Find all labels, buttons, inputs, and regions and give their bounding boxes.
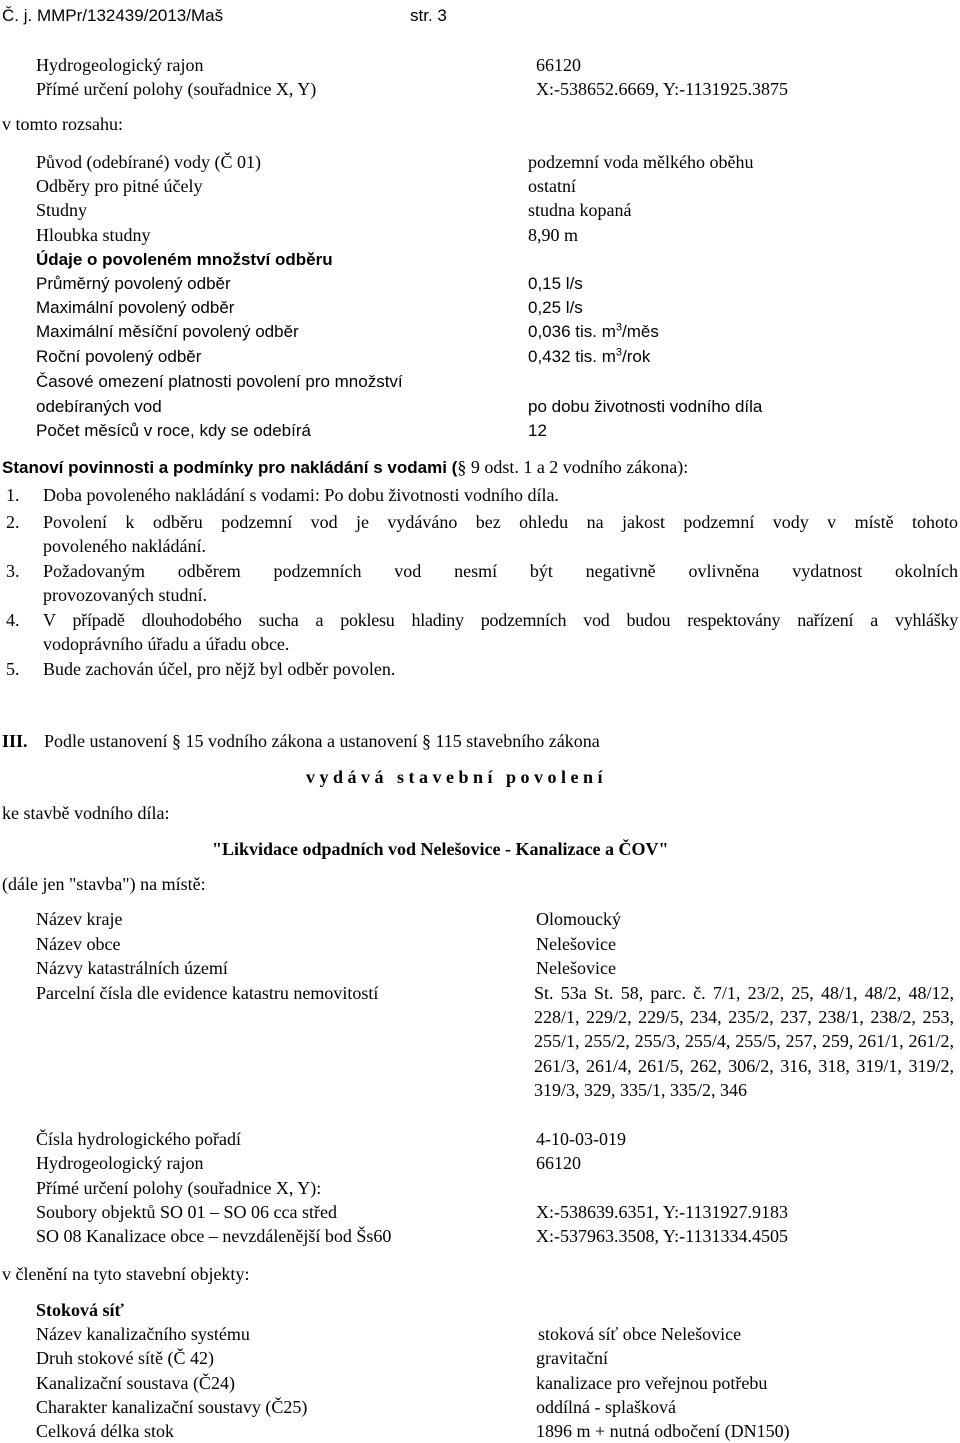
pocet-label: Počet měsíců v roce, kdy se odebírá	[36, 421, 311, 440]
dale-text: (dále jen "stavba") na místě:	[2, 874, 206, 894]
condition-item	[0, 657, 960, 681]
prumerny-label: Průměrný povolený odběr	[36, 274, 231, 293]
rajon-value: 66120	[536, 55, 581, 75]
delka-value: 1896 m + nutná odbočení (DN150)	[536, 1421, 790, 1441]
parcely-value: St. 53a St. 58, parc. č. 7/1, 23/2, 25, 48/1, 48/2, 48/12, 228/1, 229/2, 229/5, 234, 235/2, 237, 238/1, 238/2, 253, 255/1, 255/2, 255/3, 255/4, 255/5, 257, 259, 261/1, 261/2, 261/3, 261/4, 261/5, 262, 306/2, 316, 318, 319/1, 319/2, 319/3, 329, 335/1, 335/2, 346	[534, 983, 954, 1100]
cleneni-text: v členění na tyto stavební objekty:	[2, 1264, 250, 1284]
misto-row	[0, 907, 960, 931]
condition-text: Požadovaným odběrem podzemních vod nesmí být negativně ovlivněna vydatnost okolních	[43, 561, 958, 581]
rocni-unit: /rok	[622, 347, 651, 366]
katastr-value: Nelešovice	[536, 958, 616, 978]
condition-text-cont: vodoprávního úřadu a úřadu obce.	[43, 634, 290, 654]
stokova-row	[0, 1322, 960, 1346]
condition-number: 4.	[6, 610, 20, 630]
rocni-label: Roční povolený odběr	[36, 347, 202, 366]
condition-item	[0, 483, 960, 507]
rocni-value	[528, 345, 650, 369]
superscript: 3	[615, 321, 622, 334]
misto-row	[0, 1151, 960, 1175]
condition-item	[0, 559, 960, 607]
kanal-nazev-value: stoková síť obce Nelešovice	[538, 1324, 742, 1344]
param-row	[0, 198, 960, 222]
stokova-row	[0, 1371, 960, 1395]
param-value: studna kopaná	[528, 200, 632, 220]
section-sign: §	[172, 731, 181, 751]
odber-row	[0, 296, 960, 320]
hydro-value: 4-10-03-019	[536, 1129, 626, 1149]
vydava-heading: v y d á v á s t a v e b n í p o v o l e n í	[306, 767, 603, 787]
cleneni-line	[0, 1262, 960, 1286]
section-iii-text	[44, 729, 600, 753]
stokova-row	[0, 1395, 960, 1419]
poloha-value: X:-538652.6669, Y:-1131925.3875	[536, 79, 788, 99]
pocet-value: 12	[528, 421, 547, 440]
stavba-name: "Likvidace odpadních vod Nelešovice - Kanalizace a ČOV"	[212, 839, 669, 859]
poloha-row	[0, 77, 960, 101]
misto-row	[0, 1224, 960, 1248]
prumerny-value: 0,15 l/s	[528, 274, 583, 293]
stanovi-rest: 9 odst. 1 a 2 vodního zákona):	[466, 457, 689, 477]
condition-text: Doba povoleného nakládání s vodami: Po dobu životnosti vodního díla.	[43, 485, 559, 505]
section-iii-text-c: 115 stavebního zákona	[430, 731, 600, 751]
stokova-row	[0, 1346, 960, 1370]
rajon-label: Hydrogeologický rajon	[36, 55, 204, 75]
kanal-nazev-label: Název kanalizačního systému	[36, 1324, 250, 1344]
stavba-name-line	[0, 837, 960, 861]
odber-row	[0, 419, 960, 443]
misto-row	[0, 1176, 960, 1200]
section-sign: §	[457, 457, 467, 477]
param-label: Hloubka studny	[36, 225, 151, 245]
poloha-label: Přímé určení polohy (souřadnice X, Y)	[36, 79, 317, 99]
misto-row	[0, 956, 960, 980]
condition-text: Bude zachován účel, pro nějž byl odběr povolen.	[43, 659, 396, 679]
section-sign: §	[421, 731, 431, 751]
hydro-label: Čísla hydrologického pořadí	[36, 1129, 241, 1149]
stanovi-text	[2, 455, 688, 480]
so08-label: SO 08 Kanalizace obce – nevzdálenější bod Šs60	[36, 1226, 392, 1246]
stokova-row	[0, 1419, 960, 1443]
condition-text-cont: povoleného nakládání.	[43, 536, 206, 556]
misto-row	[0, 1200, 960, 1224]
kraj-value: Olomoucký	[536, 909, 621, 929]
odber-row	[0, 370, 960, 394]
maximalni-value: 0,25 l/s	[528, 298, 583, 317]
stanovi-line	[0, 455, 960, 479]
param-label: Studny	[36, 200, 88, 220]
druh-label: Druh stokové sítě (Č 42)	[36, 1348, 214, 1368]
condition-item	[0, 608, 960, 656]
page-number: str. 3	[410, 6, 447, 25]
parcely-label: Parcelní čísla dle evidence katastru nemovitostí	[36, 983, 379, 1003]
mesicni-label: Maximální měsíční povolený odběr	[36, 322, 299, 341]
so08-value: X:-537963.3508, Y:-1131334.4505	[536, 1226, 788, 1246]
charakter-value: oddílná - splašková	[536, 1397, 676, 1417]
casove-value: po dobu životnosti vodního díla	[528, 397, 763, 416]
stokova-heading: Stoková síť	[36, 1300, 124, 1320]
soustava-value: kanalizace pro veřejnou potřebu	[536, 1373, 768, 1393]
kraj-label: Název kraje	[36, 909, 123, 929]
param-value: 8,90 m	[528, 225, 579, 245]
stanovi-bold: Stanoví povinnosti a podmínky pro nakládání s vodami (	[2, 458, 458, 477]
condition-text: Povolení k odběru podzemní vod je vydáváno bez ohledu na jakost podzemní vody v místě tohoto	[43, 512, 958, 532]
misto-row	[0, 932, 960, 956]
odber-row	[0, 345, 960, 369]
soustava-label: Kanalizační soustava (Č24)	[36, 1373, 235, 1393]
dale-line	[0, 872, 960, 896]
ke-stavbe-text: ke stavbě vodního díla:	[2, 803, 170, 823]
obec-label: Název obce	[36, 934, 121, 954]
condition-number: 3.	[6, 561, 20, 581]
so-label: Soubory objektů SO 01 – SO 06 cca střed	[36, 1202, 337, 1222]
rocni-number: 0,432 tis. m	[528, 347, 616, 366]
condition-text: V případě dlouhodobého sucha a poklesu hladiny podzemních vod budou respektovány nařízení a vyhlášky	[43, 610, 958, 630]
mesicni-number: 0,036 tis. m	[528, 322, 616, 341]
param-row	[0, 150, 960, 174]
obec-value: Nelešovice	[536, 934, 616, 954]
section-iii-number: III.	[2, 731, 28, 751]
section-iii-text-b: 15 vodního zákona a ustanovení	[181, 731, 422, 751]
condition-number: 2.	[6, 512, 20, 532]
misto-row	[0, 1127, 960, 1151]
param-row	[0, 223, 960, 247]
charakter-label: Charakter kanalizační soustavy (Č25)	[36, 1397, 308, 1417]
rajon-row	[0, 53, 960, 77]
page-header	[0, 4, 960, 28]
param-label: Původ (odebírané) vody (Č 01)	[36, 152, 261, 172]
section-iii-line	[0, 729, 960, 753]
superscript: 3	[615, 346, 622, 359]
param-value: podzemní voda mělkého oběhu	[528, 152, 754, 172]
ke-stavbe-line	[0, 801, 960, 825]
condition-text-cont: provozovaných studní.	[43, 585, 207, 605]
param-label: Odběry pro pitné účely	[36, 176, 203, 196]
rozsah-line	[0, 112, 960, 136]
param-row	[0, 174, 960, 198]
odber-row	[0, 320, 960, 344]
mesicni-unit: /měs	[622, 322, 659, 341]
vydava-line	[0, 765, 960, 789]
casove-label-cont: odebíraných vod	[36, 397, 162, 416]
reference-number: Č. j. MMPr/132439/2013/Maš	[2, 6, 224, 25]
odber-row	[0, 272, 960, 296]
odber-heading-row	[0, 248, 960, 272]
druh-value: gravitační	[536, 1348, 608, 1368]
rozsah-text: v tomto rozsahu:	[2, 114, 123, 134]
delka-label: Celková délka stok	[36, 1421, 174, 1441]
rajon2-label: Hydrogeologický rajon	[36, 1153, 204, 1173]
condition-number: 5.	[6, 659, 20, 679]
odber-heading: Údaje o povoleném množství odběru	[36, 250, 333, 269]
poloha2-label: Přímé určení polohy (souřadnice X, Y):	[36, 1178, 322, 1198]
condition-item	[0, 510, 960, 558]
odber-row	[0, 395, 960, 419]
section-iii-text-a: Podle ustanovení	[44, 731, 172, 751]
so-value: X:-538639.6351, Y:-1131927.9183	[536, 1202, 788, 1222]
param-value: ostatní	[528, 176, 576, 196]
maximalni-label: Maximální povolený odběr	[36, 298, 235, 317]
condition-number: 1.	[6, 485, 20, 505]
rajon2-value: 66120	[536, 1153, 581, 1173]
stokova-heading-row	[0, 1298, 960, 1322]
katastr-label: Názvy katastrálních území	[36, 958, 228, 978]
mesicni-value	[528, 320, 659, 344]
casove-label: Časové omezení platnosti povolení pro množství	[36, 372, 403, 391]
